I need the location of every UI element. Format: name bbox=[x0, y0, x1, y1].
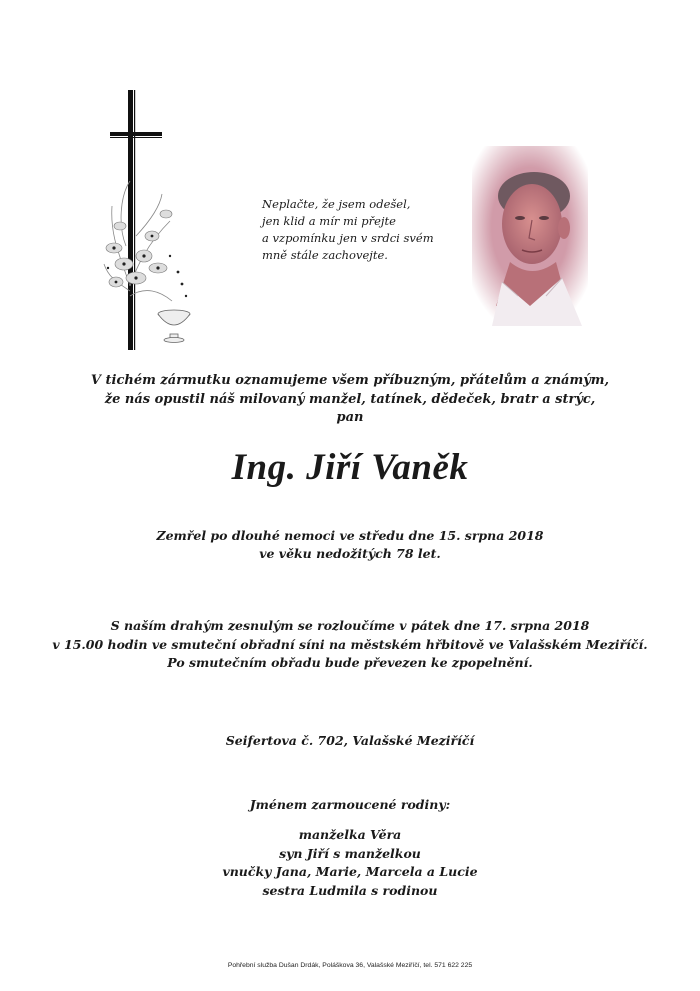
death-notice bbox=[0, 527, 700, 563]
funeral-line: v 15.00 hodin ve smuteční obřadní síni na městském hřbitově ve Valašském Meziříčí. bbox=[52, 636, 648, 652]
funeral-line: S naším drahým zesnulým se rozloučíme v pátek dne 17. srpna 2018 bbox=[110, 618, 590, 633]
intro-line: pan bbox=[336, 410, 364, 425]
family-heading: Jménem zarmoucené rodiny: bbox=[249, 797, 451, 812]
funeral-service-footer: Pohřební služba Dušan Drdák, Poláškova 36, Valašské Meziříčí, tel. 571 622 225 bbox=[227, 962, 473, 969]
family-list bbox=[0, 826, 700, 900]
poem-line: mně stále zachovejte. bbox=[262, 248, 388, 262]
death-line: Zemřel po dlouhé nemoci ve středu dne 15. srpna 2018 bbox=[156, 528, 544, 543]
family-member: syn Jiří s manželkou bbox=[279, 845, 421, 861]
poem bbox=[262, 196, 462, 264]
cross-with-flowers-image bbox=[100, 86, 196, 354]
poem-line: jen klid a mír mi přejte bbox=[262, 214, 396, 228]
funeral-details bbox=[0, 617, 700, 673]
funeral-line: Po smutečním obřadu bude převezen ke zpopelnění. bbox=[167, 655, 533, 670]
poem-line: Neplačte, že jsem odešel, bbox=[262, 197, 411, 211]
family-member: manželka Věra bbox=[298, 827, 402, 842]
family-member: vnučky Jana, Marie, Marcela a Lucie bbox=[222, 864, 478, 879]
announcement-intro bbox=[0, 372, 700, 428]
portrait-photo bbox=[472, 146, 588, 326]
cross-icon bbox=[100, 86, 196, 354]
portrait-icon bbox=[472, 146, 588, 326]
family-member: sestra Ludmila s rodinou bbox=[262, 882, 438, 898]
intro-line: V tichém zármutku oznamujeme všem příbuzným, přátelům a známým, bbox=[90, 373, 610, 388]
address: Seifertova č. 702, Valašské Meziříčí bbox=[225, 733, 475, 748]
deceased-name: Ing. Jiří Vaněk bbox=[231, 447, 469, 488]
poem-line: a vzpomínku jen v srdci svém bbox=[262, 231, 434, 245]
death-line: ve věku nedožitých 78 let. bbox=[259, 546, 441, 561]
intro-line: že nás opustil náš milovaný manžel, tatínek, dědeček, bratr a strýc, bbox=[104, 391, 596, 407]
